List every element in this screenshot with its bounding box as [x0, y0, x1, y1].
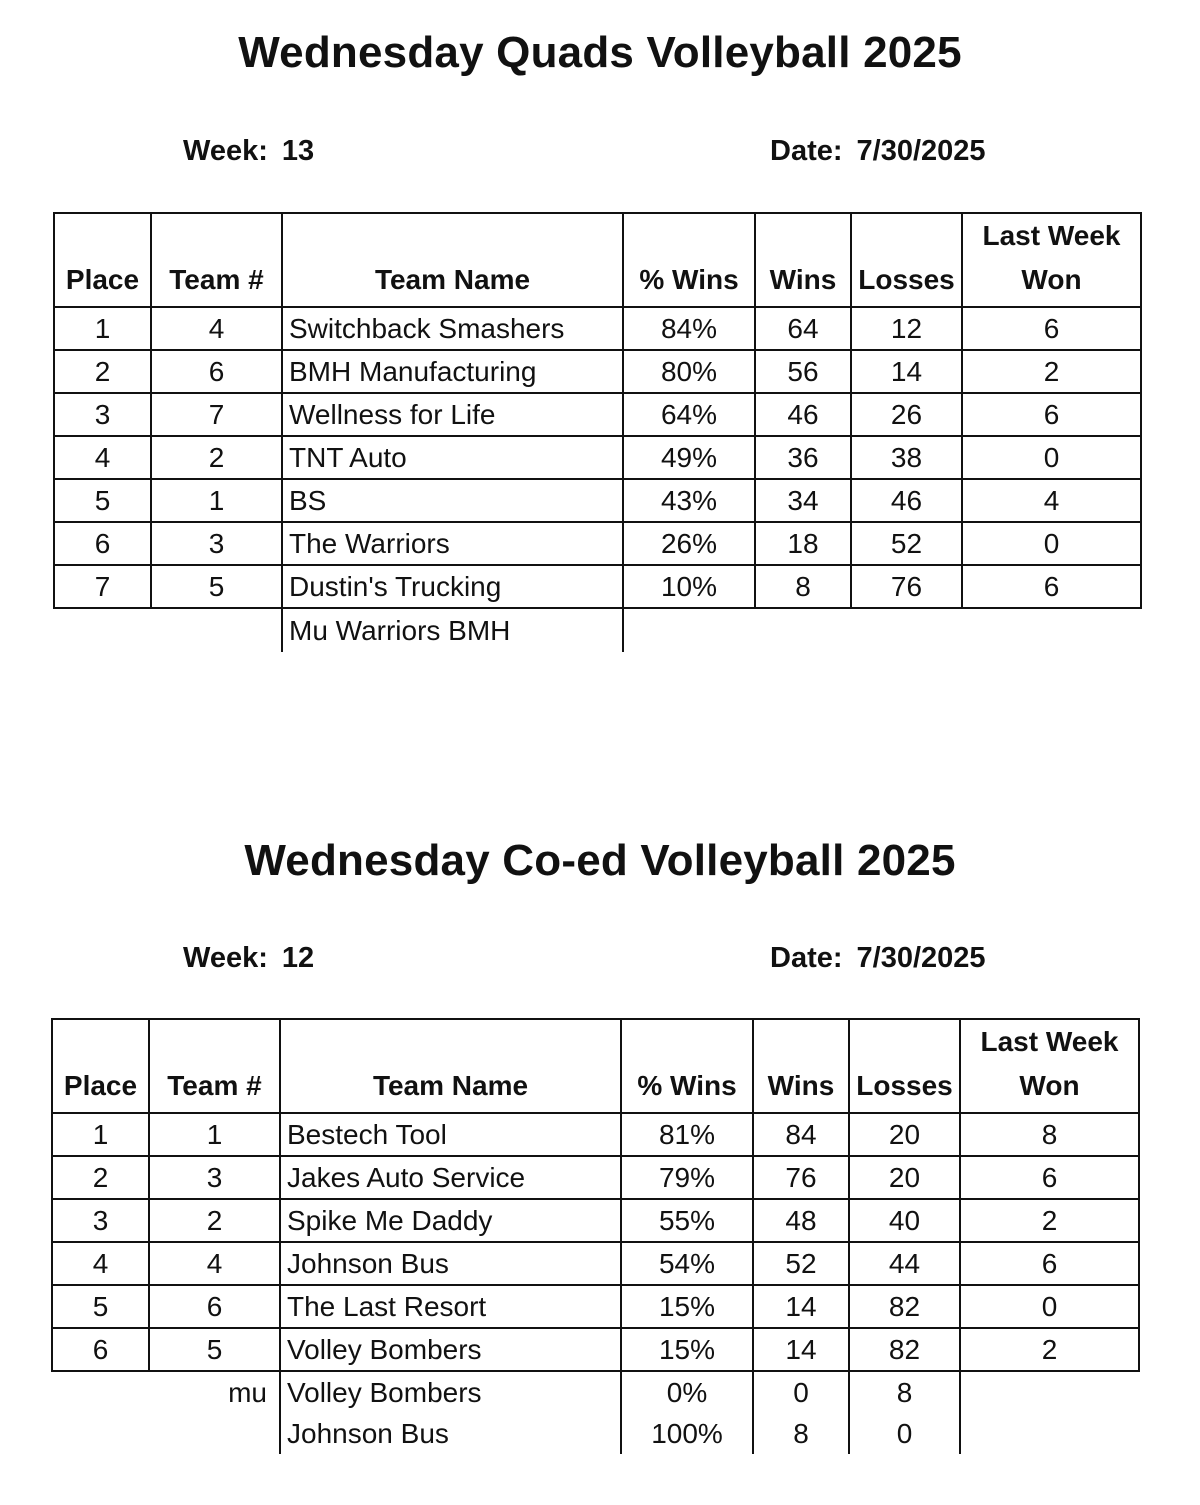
- cell-pct-wins: 79%: [621, 1156, 753, 1199]
- cell-place: 6: [54, 522, 151, 565]
- header-place: Place: [54, 213, 151, 307]
- table-row: [52, 1113, 1139, 1156]
- cell-place: 4: [52, 1242, 149, 1285]
- date-value: 7/30/2025: [856, 942, 986, 974]
- cell-last-week-won: 6: [960, 1242, 1139, 1285]
- cell-team-name: The Warriors: [282, 522, 623, 565]
- cell-team-name: Spike Me Daddy: [280, 1199, 621, 1242]
- cell-wins: 56: [755, 350, 851, 393]
- cell-losses: 76: [851, 565, 962, 608]
- empty-cell: [623, 608, 755, 652]
- cell-team-number: 3: [149, 1156, 280, 1199]
- cell-last-week-won: 0: [962, 436, 1141, 479]
- date-label: Date:: [770, 942, 843, 974]
- cell-losses: 12: [851, 307, 962, 350]
- table-row: [52, 1242, 1139, 1285]
- header-losses: Losses: [851, 213, 962, 307]
- quads-week: [183, 135, 314, 168]
- table-row: [54, 436, 1141, 479]
- cell-team-name: The Last Resort: [280, 1285, 621, 1328]
- cell-pct-wins: 81%: [621, 1113, 753, 1156]
- cell-pct-wins: 49%: [623, 436, 755, 479]
- cell-team-name: Jakes Auto Service: [280, 1156, 621, 1199]
- cell-place: 3: [54, 393, 151, 436]
- makeup-losses: 8: [849, 1371, 960, 1413]
- quads-date: [770, 135, 986, 168]
- cell-losses: 40: [849, 1199, 960, 1242]
- week-label: Week:: [183, 942, 268, 974]
- cell-team-number: 5: [151, 565, 282, 608]
- week-value: 13: [281, 135, 315, 167]
- cell-team-number: 4: [149, 1242, 280, 1285]
- header-row: [54, 213, 1141, 307]
- cell-place: 1: [52, 1113, 149, 1156]
- empty-cell: [960, 1413, 1139, 1454]
- cell-wins: 34: [755, 479, 851, 522]
- header-pct-wins: % Wins: [623, 213, 755, 307]
- cell-wins: 36: [755, 436, 851, 479]
- cell-pct-wins: 64%: [623, 393, 755, 436]
- header-last-week-won: [962, 213, 1141, 307]
- cell-wins: 14: [753, 1328, 849, 1371]
- table-row: [54, 393, 1141, 436]
- coed-standings-table: [51, 1018, 1140, 1454]
- cell-wins: 48: [753, 1199, 849, 1242]
- cell-losses: 14: [851, 350, 962, 393]
- header-pct-wins: % Wins: [621, 1019, 753, 1113]
- empty-cell: [962, 608, 1141, 652]
- header-team-number: Team #: [151, 213, 282, 307]
- cell-losses: 38: [851, 436, 962, 479]
- cell-losses: 20: [849, 1113, 960, 1156]
- cell-place: 5: [52, 1285, 149, 1328]
- cell-team-number: 7: [151, 393, 282, 436]
- cell-team-name: Wellness for Life: [282, 393, 623, 436]
- makeup-losses: 0: [849, 1413, 960, 1454]
- header-last-week: Last Week: [980, 1026, 1119, 1057]
- quads-standings-table: [53, 212, 1142, 652]
- header-team-name: Team Name: [280, 1019, 621, 1113]
- header-last-week-won: [960, 1019, 1139, 1113]
- header-wins: Wins: [755, 213, 851, 307]
- cell-last-week-won: 6: [960, 1156, 1139, 1199]
- cell-team-number: 6: [149, 1285, 280, 1328]
- table-row: [52, 1328, 1139, 1371]
- cell-pct-wins: 15%: [621, 1328, 753, 1371]
- cell-wins: 84: [753, 1113, 849, 1156]
- cell-pct-wins: 26%: [623, 522, 755, 565]
- quads-title: Wednesday Quads Volleyball 2025: [238, 28, 962, 77]
- cell-place: 6: [52, 1328, 149, 1371]
- empty-cell: [851, 608, 962, 652]
- cell-wins: 76: [753, 1156, 849, 1199]
- table-row: [52, 1156, 1139, 1199]
- cell-pct-wins: 84%: [623, 307, 755, 350]
- cell-pct-wins: 43%: [623, 479, 755, 522]
- cell-team-name: TNT Auto: [282, 436, 623, 479]
- cell-last-week-won: 2: [960, 1328, 1139, 1371]
- cell-last-week-won: 4: [962, 479, 1141, 522]
- makeup-wins: 8: [753, 1413, 849, 1454]
- header-row: [52, 1019, 1139, 1113]
- cell-pct-wins: 80%: [623, 350, 755, 393]
- cell-pct-wins: 15%: [621, 1285, 753, 1328]
- table-row: [54, 350, 1141, 393]
- cell-place: 2: [52, 1156, 149, 1199]
- header-last-week: Last Week: [982, 220, 1121, 251]
- empty-cell: [755, 608, 851, 652]
- cell-team-number: 2: [149, 1199, 280, 1242]
- cell-team-name: Bestech Tool: [280, 1113, 621, 1156]
- cell-wins: 8: [755, 565, 851, 608]
- cell-team-number: 1: [151, 479, 282, 522]
- header-wins: Wins: [753, 1019, 849, 1113]
- cell-last-week-won: 8: [960, 1113, 1139, 1156]
- cell-losses: 82: [849, 1285, 960, 1328]
- cell-team-name: Johnson Bus: [280, 1242, 621, 1285]
- table-row: [54, 522, 1141, 565]
- table-row: [54, 565, 1141, 608]
- header-won: Won: [1019, 1070, 1080, 1101]
- makeup-pct-wins: 100%: [621, 1413, 753, 1454]
- cell-pct-wins: 54%: [621, 1242, 753, 1285]
- table-row: [54, 479, 1141, 522]
- cell-losses: 20: [849, 1156, 960, 1199]
- cell-last-week-won: 0: [960, 1285, 1139, 1328]
- week-value: 12: [281, 942, 315, 974]
- cell-wins: 64: [755, 307, 851, 350]
- cell-team-number: 2: [151, 436, 282, 479]
- cell-losses: 82: [849, 1328, 960, 1371]
- cell-team-number: 1: [149, 1113, 280, 1156]
- table-row: [52, 1199, 1139, 1242]
- cell-team-number: 4: [151, 307, 282, 350]
- coed-title: Wednesday Co-ed Volleyball 2025: [244, 836, 956, 885]
- table-row: [52, 1285, 1139, 1328]
- makeup-row: [52, 1371, 1139, 1413]
- makeup-row: [52, 1413, 1139, 1454]
- header-team-name: Team Name: [282, 213, 623, 307]
- makeup-label: mu: [228, 1376, 267, 1408]
- cell-last-week-won: 2: [960, 1199, 1139, 1242]
- cell-team-name: Switchback Smashers: [282, 307, 623, 350]
- header-place: Place: [52, 1019, 149, 1113]
- empty-cell: [54, 608, 151, 652]
- cell-losses: 44: [849, 1242, 960, 1285]
- cell-losses: 52: [851, 522, 962, 565]
- cell-wins: 18: [755, 522, 851, 565]
- date-value: 7/30/2025: [856, 135, 986, 167]
- cell-last-week-won: 6: [962, 565, 1141, 608]
- cell-pct-wins: 55%: [621, 1199, 753, 1242]
- makeup-pct-wins: 0%: [621, 1371, 753, 1413]
- cell-place: 3: [52, 1199, 149, 1242]
- cell-team-name: Dustin's Trucking: [282, 565, 623, 608]
- coed-date: [770, 942, 986, 975]
- cell-losses: 46: [851, 479, 962, 522]
- cell-last-week-won: 0: [962, 522, 1141, 565]
- cell-team-number: 5: [149, 1328, 280, 1371]
- cell-team-name: Volley Bombers: [280, 1328, 621, 1371]
- header-won: Won: [1021, 264, 1082, 295]
- empty-cell: [960, 1371, 1139, 1413]
- makeup-wins: 0: [753, 1371, 849, 1413]
- coed-week: [183, 942, 314, 975]
- cell-last-week-won: 2: [962, 350, 1141, 393]
- cell-wins: 52: [753, 1242, 849, 1285]
- makeup-note: Mu Warriors BMH: [282, 608, 623, 652]
- cell-wins: 14: [753, 1285, 849, 1328]
- table-row: [54, 307, 1141, 350]
- cell-last-week-won: 6: [962, 393, 1141, 436]
- cell-place: 4: [54, 436, 151, 479]
- cell-team-name: BMH Manufacturing: [282, 350, 623, 393]
- empty-cell: [52, 1413, 280, 1454]
- cell-place: 7: [54, 565, 151, 608]
- cell-wins: 46: [755, 393, 851, 436]
- makeup-team-name: Johnson Bus: [280, 1413, 621, 1454]
- cell-place: 2: [54, 350, 151, 393]
- cell-place: 5: [54, 479, 151, 522]
- header-losses: Losses: [849, 1019, 960, 1113]
- week-label: Week:: [183, 135, 268, 167]
- header-team-number: Team #: [149, 1019, 280, 1113]
- cell-last-week-won: 6: [962, 307, 1141, 350]
- cell-team-number: 3: [151, 522, 282, 565]
- cell-losses: 26: [851, 393, 962, 436]
- makeup-team-name: Volley Bombers: [280, 1371, 621, 1413]
- cell-team-name: BS: [282, 479, 623, 522]
- makeup-row: [54, 608, 1141, 652]
- cell-place: 1: [54, 307, 151, 350]
- cell-team-number: 6: [151, 350, 282, 393]
- cell-pct-wins: 10%: [623, 565, 755, 608]
- date-label: Date:: [770, 135, 843, 167]
- empty-cell: [151, 608, 282, 652]
